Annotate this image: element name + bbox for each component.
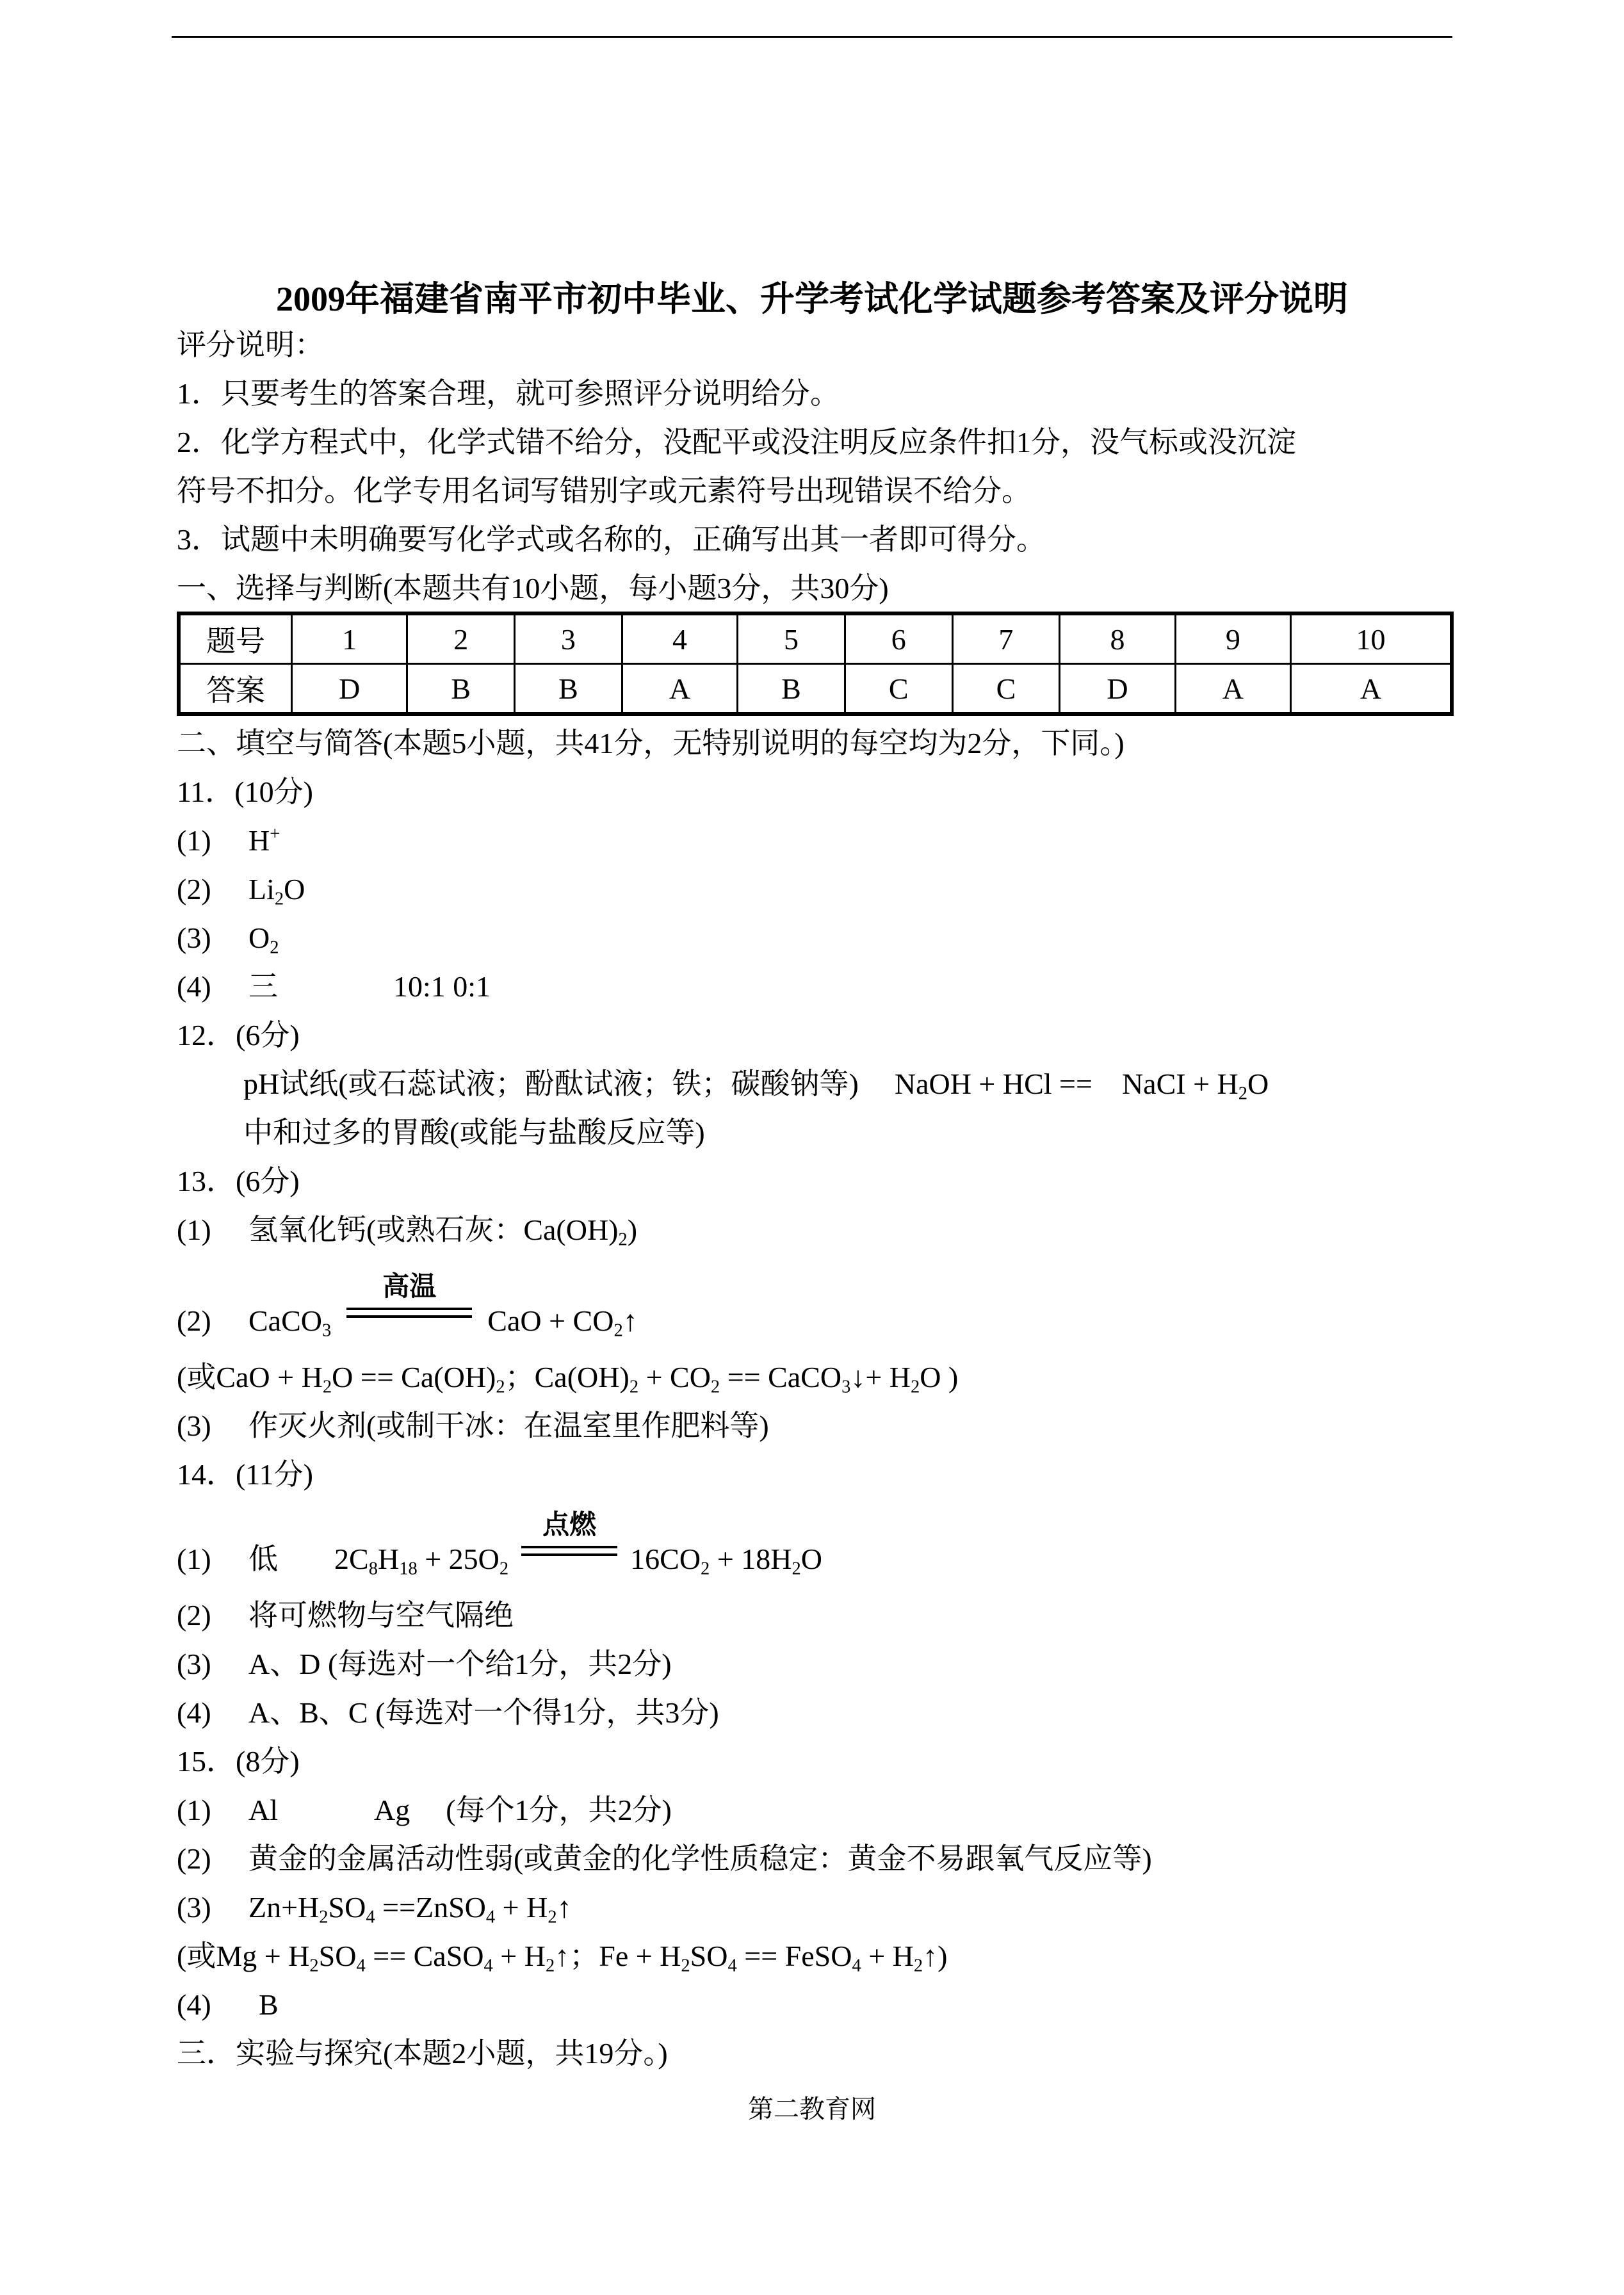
q13-answer-3: (3) 作灭火剂(或制干冰：在温室里作肥料等) bbox=[177, 1407, 769, 1445]
q14-answer-2: (2) 将可燃物与空气隔绝 bbox=[177, 1597, 514, 1634]
item-number: (2) bbox=[177, 1842, 211, 1875]
q15-answer-3: (3) $Zn+H_2SO_4$ ==ZnSO$_4$ + $H_2↑$ bbox=[177, 1889, 572, 1926]
question-number: 1 bbox=[292, 613, 407, 664]
document-title: 2009年福建省南平市初中毕业、升学考试化学试题参考答案及评分说明 bbox=[276, 280, 1348, 318]
answer-cell: A bbox=[1175, 664, 1290, 715]
row-label: 题号 bbox=[179, 613, 292, 664]
answer-table bbox=[177, 612, 1454, 716]
answer-cell: A bbox=[622, 664, 737, 715]
q14-answer-4: (4) A、B、C (每选对一个得1分，共3分) bbox=[177, 1694, 719, 1731]
q13-title: 13．(6分) bbox=[177, 1165, 300, 1197]
section2-heading: 二、填空与简答(本题5小题，共41分，无特别说明的每空均为2分，下同。) bbox=[177, 727, 1125, 759]
q15-title: 15．(8分) bbox=[177, 1745, 300, 1778]
question-number-row bbox=[179, 613, 1452, 664]
question-number: 8 bbox=[1060, 613, 1175, 664]
question-number: 10 bbox=[1291, 613, 1452, 664]
item-number: (4) bbox=[177, 1696, 211, 1729]
item-number: (4) bbox=[177, 970, 211, 1003]
item-number: (1) bbox=[177, 1794, 211, 1826]
q14-answer-3: (3) A、D (每选对一个给1分，共2分) bbox=[177, 1646, 672, 1683]
q13-alternative: (或CaO + $H_2O == Ca(OH)_2$；$Ca(OH)_2 + CO_2$ == CaCO$_3$↓+ $H_2O$ ) bbox=[177, 1361, 959, 1397]
reaction-arrow bbox=[346, 1270, 472, 1340]
answer-row bbox=[179, 664, 1452, 715]
question-number: 9 bbox=[1175, 613, 1290, 664]
q12-answer-line: 中和过多的胃酸(或能与盐酸反应等) bbox=[243, 1116, 705, 1149]
q12-title: 12．(6分) bbox=[177, 1019, 300, 1051]
item-number: (3) bbox=[177, 1648, 211, 1680]
reaction-condition: 高温 bbox=[382, 1270, 437, 1302]
question-number: 2 bbox=[407, 613, 515, 664]
q14-answer-1: (1) 低 $2C_8H_{18} + 25O_2$ 点燃 $16CO_2 + 18H_2O$ bbox=[177, 1541, 822, 1578]
item-number: (1) bbox=[177, 824, 211, 857]
item-number: (2) bbox=[177, 1599, 211, 1632]
q11-title: 11．(10分) bbox=[177, 775, 313, 808]
question-number: 3 bbox=[515, 613, 622, 664]
row-label: 答案 bbox=[179, 664, 292, 715]
reaction-arrow bbox=[521, 1509, 617, 1578]
item-number: (2) bbox=[177, 1304, 211, 1337]
question-number: 4 bbox=[622, 613, 737, 664]
question-number: 6 bbox=[845, 613, 952, 664]
q11-answer-4: (4) 三 10:1 0:1 bbox=[177, 968, 491, 1005]
answer-cell: D bbox=[1060, 664, 1175, 715]
question-number: 7 bbox=[952, 613, 1060, 664]
item-number: (1) bbox=[177, 1543, 211, 1575]
reaction-condition: 点燃 bbox=[542, 1509, 597, 1540]
q15-answer-4: (4) B bbox=[177, 1986, 279, 2023]
q12-answer-line: pH试纸(或石蕊试液；酚酞试液；铁；碳酸钠等) NaOH + HCl == NaCI + $H_2O$ bbox=[243, 1067, 1269, 1104]
item-number: (2) bbox=[177, 873, 211, 905]
q14-title: 14．(11分) bbox=[177, 1458, 313, 1491]
answer-cell: A bbox=[1291, 664, 1452, 715]
item-number: (1) bbox=[177, 1213, 211, 1246]
q13-answer-2: (2) CaCO$_3$ 高温 CaO + $CO_2↑$ bbox=[177, 1302, 638, 1340]
q15-answer-1: (1) Al Ag (每个1分，共2分) bbox=[177, 1792, 672, 1829]
section1-heading: 一、选择与判断(本题共有10小题，每小题3分，共30分) bbox=[177, 572, 889, 604]
q11-answer-2: (2) $Li_2O$ bbox=[177, 871, 305, 908]
scoring-rule: 3．试题中未明确要写化学式或名称的，正确写出其一者即可得分。 bbox=[177, 523, 1046, 556]
item-number: (3) bbox=[177, 1891, 211, 1924]
answer-cell: B bbox=[738, 664, 845, 715]
question-number: 5 bbox=[738, 613, 845, 664]
section3-heading: 三．实验与探究(本题2小题，共19分。) bbox=[177, 2037, 668, 2070]
q15-alternative: (或$Mg + H_2SO_4$ == CaSO$_4$ + $H_2↑$；$Fe + H_2SO_4$ == FeSO$_4$ + $H_2↑$) bbox=[177, 1940, 948, 1976]
q11-answer-3: (3) $O_2$ bbox=[177, 920, 279, 957]
scoring-rule: 1．只要考生的答案合理，就可参照评分说明给分。 bbox=[177, 377, 840, 410]
answer-cell: C bbox=[952, 664, 1060, 715]
page-footer: 第二教育网 bbox=[748, 2095, 876, 2124]
scoring-rule: 2．化学方程式中，化学式错不给分，没配平或没注明反应条件扣1分，没气标或没沉淀 bbox=[177, 426, 1296, 458]
answer-cell: B bbox=[515, 664, 622, 715]
answer-cell: B bbox=[407, 664, 515, 715]
item-number: (3) bbox=[177, 921, 211, 954]
scoring-rule: 符号不扣分。化学专用名词写错别字或元素符号出现错误不给分。 bbox=[177, 474, 1031, 507]
item-number: (3) bbox=[177, 1409, 211, 1442]
answer-cell: D bbox=[292, 664, 407, 715]
answer-cell: C bbox=[845, 664, 952, 715]
q13-answer-1: (1) 氢氧化钙(或熟石灰：$Ca(OH)_2$) bbox=[177, 1212, 637, 1249]
item-number: (4) bbox=[177, 1988, 211, 2021]
q11-answer-1: (1) H+ bbox=[177, 822, 280, 859]
scoring-heading: 评分说明： bbox=[177, 328, 324, 361]
header-rule bbox=[172, 36, 1452, 38]
q15-answer-2: (2) 黄金的金属活动性弱(或黄金的化学性质稳定：黄金不易跟氧气反应等) bbox=[177, 1840, 1152, 1877]
